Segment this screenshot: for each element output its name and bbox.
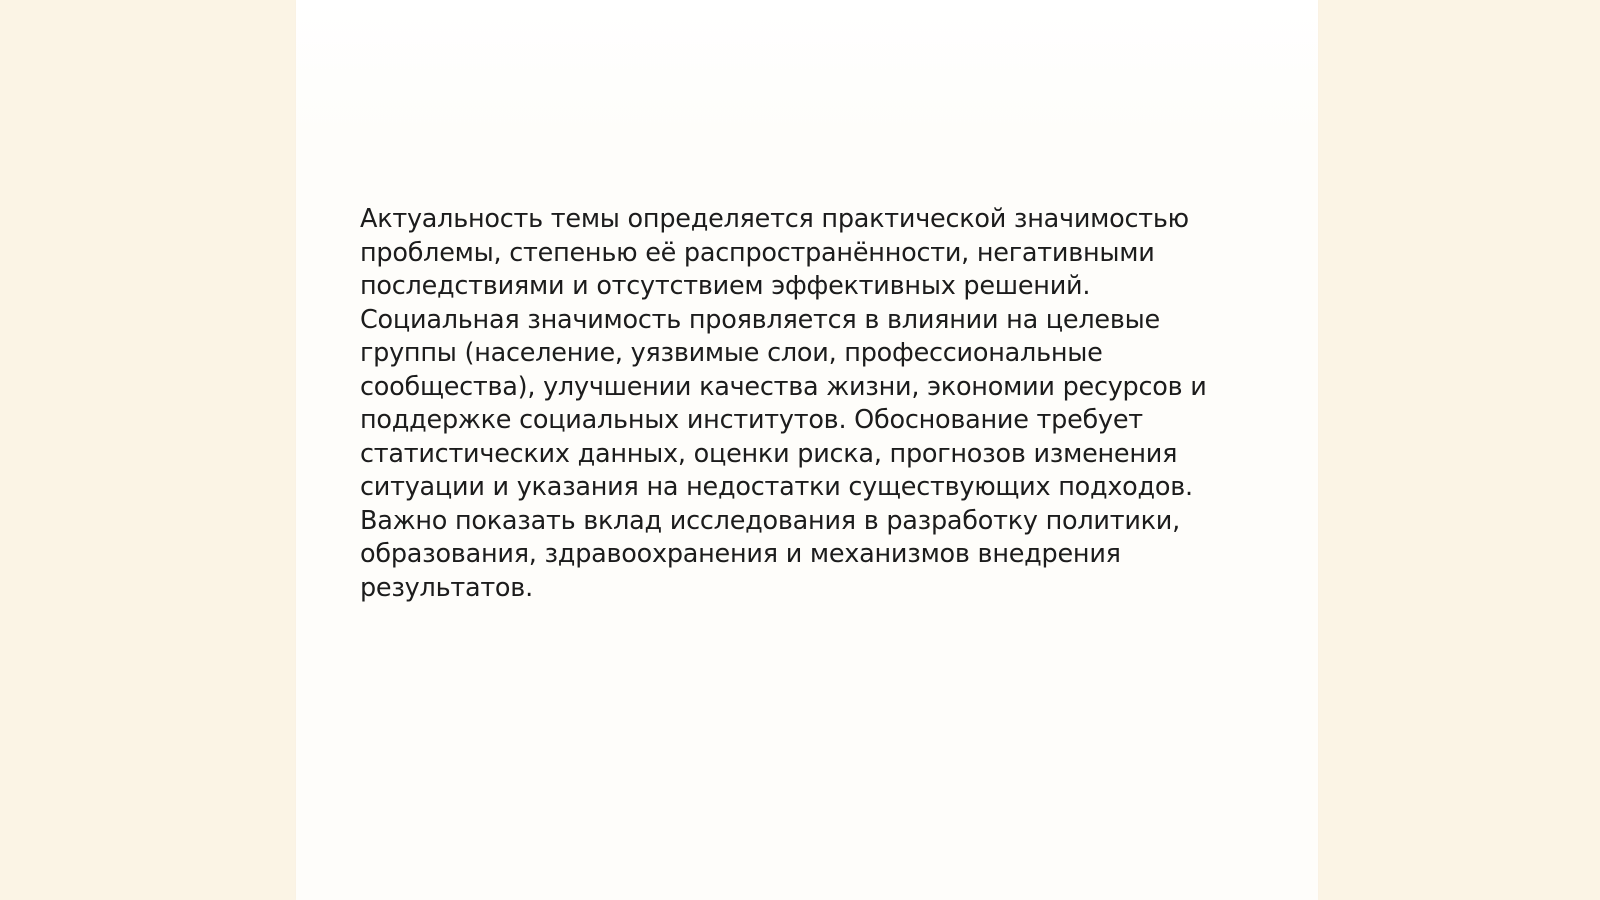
right-margin-background — [1318, 0, 1600, 900]
left-margin-background — [0, 0, 296, 900]
page-header-area — [296, 0, 1318, 140]
document-page — [296, 0, 1318, 900]
body-paragraph: Актуальность темы определяется практической значимостью проблемы, степенью её распространённости, негативными последствиями и отсутствием эффективных решений. Социальная значимость проявляется в влиянии на целевые группы (население, уязвимые слои, профессиональные сообщества), улучшении качества жизни, экономии ресурсов и поддержке социальных институтов. Обоснование требует статистических данных, оценки риска, прогнозов изменения ситуации и указания на недостатки существующих подходов. Важно показать вклад исследования в разработку политики, образования, здравоохранения и механизмов внедрения результатов. — [360, 204, 1207, 603]
